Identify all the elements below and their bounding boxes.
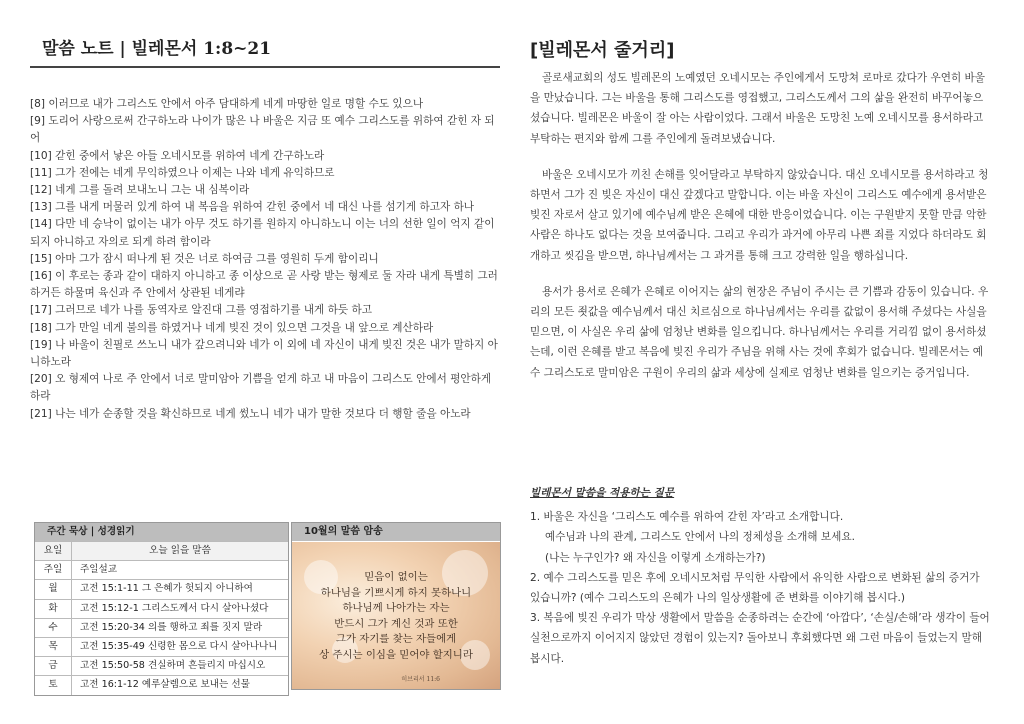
question-item: 2. 예수 그리스도를 믿은 후에 오네시모처럼 무익한 사람에서 유익한 사람으로 변화된 삶의 증거가 있습니까? (예수 그리스도의 은혜가 나의 일상생활에 준 변화를 이야기해 봅시다.): [530, 571, 980, 605]
table-row: [35, 637, 288, 656]
summary-paragraph: 바울은 오네시모가 끼친 손해를 잊어달라고 부탁하지 않았습니다. 대신 오네시모를 용서하라고 청하면서 그가 진 빚은 자신이 대신 갚겠다고 말합니다. 이는 바울 자신이 그리스도 예수에게 용서받은 빚진 자로서 살고 있기에 예수님께 받은 은혜에 대한 반응이었습니다. 이는 구원받지 못할 만큼 악한 사람은 하나도 없다는 것을 보여줍니다. 그리고 우리가 과거에 아무리 나쁜 죄를 지었다 하더라도 회개하고 씻김을 받으면, 하나님께서는 그 과거를 통해 크고 강력한 일을 행하십니다.: [530, 168, 989, 262]
application-questions: [530, 483, 990, 669]
summary-paragraph: 용서가 용서로 은혜가 은혜로 이어지는 삶의 현장은 주님이 주시는 큰 기쁨과 감동이 있습니다. 우리의 모든 죗값을 예수님께서 대신 치르심으로 하나님께서는 우리를 값없이 용서해 주셨다는 사실을 믿으면, 이 사실은 우리 삶에 엄청난 변화를 일으킵니다. 하나님께서는 우리를 거리낌 없이 용서하셨는데, 이런 은혜를 받고 복음에 빚진 우리가 주님을 위해 사는 것에 후회가 없습니다. 빌레몬서는 예수 그리스도로 말미암은 구원이 우리의 삶과 세상에 실제로 엄청난 변화를 일으키는 증거입니다.: [530, 285, 989, 379]
summary-title: [빌레몬서 줄거리]: [530, 40, 675, 61]
verse: [21] 나는 네가 순종할 것을 확신하므로 네게 썼노니 네가 내가 말한 것보다 더 행할 줄을 아노라: [30, 407, 471, 420]
memory-verse-background-image: [292, 542, 500, 689]
table-row: [35, 560, 288, 579]
day-cell: 수: [35, 619, 72, 637]
verse: [10] 갇힌 중에서 낳은 아들 오네시모를 위하여 네게 간구하노라: [30, 149, 325, 162]
questions-title: 빌레몬서 말씀을 적용하는 질문: [530, 487, 675, 499]
verse: [17] 그러므로 네가 나를 동역자로 알진대 그를 영접하기를 내게 하듯 하고: [30, 304, 372, 317]
day-cell: 금: [35, 657, 72, 675]
memory-verse-line: 하나님께 나아가는 자는: [342, 602, 450, 615]
memory-verse-reference: 히브리서 11:6: [401, 676, 440, 683]
memory-verse-line: 믿음이 없이는: [364, 571, 428, 583]
table-row: [35, 675, 288, 694]
left-column: [30, 30, 500, 420]
memory-verse-text: [292, 570, 500, 664]
question-item: 3. 복음에 빚진 우리가 막상 생활에서 말씀을 순종하려는 순간에 ‘아깝다’, ‘손실/손해’라 생각이 들어 실천으로까지 이어지지 않았던 경험이 있는지? 돌아보니 후회했다면 왜 그런 마음이 들었는지 말해봅시다.: [530, 612, 990, 665]
verse: [9] 도리어 사랑으로써 간구하노라 나이가 많은 나 바울은 지금 또 예수 그리스도를 위하여 갇힌 자 되어: [30, 115, 495, 145]
question-item: 1. 바울은 자신을 ‘그리스도 예수를 위하여 갇힌 자’라고 소개합니다.: [530, 511, 844, 524]
title-bar: [30, 30, 500, 68]
memory-verse-box: [291, 522, 501, 690]
column-header-reading: 오늘 읽을 말씀: [149, 545, 211, 556]
scripture-passage: [30, 96, 500, 423]
verse: [16] 이 후로는 종과 같이 대하지 아니하고 종 이상으로 곧 사랑 받는 형제로 둘 자라 내게 특별히 그러하거든 하물며 육신과 주 안에서 상관된 네게랴: [30, 270, 498, 300]
memory-verse-line: 상 주시는 이심을 믿어야 할지니라: [319, 648, 473, 661]
reading-cell: 고전 15:1-11 그 은혜가 헛되지 아니하여: [80, 583, 253, 595]
question-sub-item: (나는 누구인가? 왜 자신을 이렇게 소개하는가?): [545, 551, 766, 564]
page-title: 말씀 노트 | 빌레몬서 1:8~21: [42, 39, 272, 59]
day-cell: 목: [35, 638, 72, 656]
verse: [18] 그가 만일 네게 불의를 하였거나 네게 빚진 것이 있으면 그것을 내 앞으로 계산하라: [30, 321, 434, 334]
question-sub-item: 예수님과 나의 관계, 그리스도 안에서 나의 정체성을 소개해 보세요.: [545, 531, 855, 544]
summary-paragraph: 골로새교회의 성도 빌레몬의 노예였던 오네시모는 주인에게서 도망쳐 로마로 갔다가 우연히 바울을 만났습니다. 그는 바울을 통해 그리스도를 영접했고, 그리스도께서 그의 삶을 완전히 바꾸어놓으셨습니다. 빌레몬은 바울이 잘 아는 사람이었다. 그래서 바울은 도망친 노예 오네시모를 용서하라고 부탁하는 편지와 함께 그를 주인에게 돌려보냈습니다.: [530, 72, 986, 145]
summary-body: [530, 68, 990, 399]
memory-verse-line: 반드시 그가 계신 것과 또한: [334, 617, 458, 630]
reading-schedule-table: [34, 522, 289, 696]
table-row: [35, 579, 288, 598]
verse: [14] 다만 네 승낙이 없이는 내가 아무 것도 하기를 원하지 아니하노니 이는 너의 선한 일이 억지 같이 되지 아니하고 자의로 되게 하려 함이라: [30, 218, 495, 248]
column-header-day: 요일: [35, 542, 72, 560]
reading-cell: 고전 15:20-34 의를 행하고 죄를 짓지 말라: [80, 621, 263, 633]
reading-cell: 고전 15:50-58 견실하며 흔들리지 마십시오: [80, 660, 266, 672]
reading-cell: 고전 15:12-1 그리스도께서 다시 살아나셨다: [80, 602, 269, 614]
memory-verse-title: 10월의 말씀 암송: [292, 523, 500, 541]
reading-cell: 고전 15:35-49 신령한 몸으로 다시 살아나나니: [80, 640, 278, 652]
table-row: [35, 618, 288, 637]
day-cell: 주일: [35, 561, 72, 579]
reading-cell: 주일설교: [80, 564, 118, 576]
verse: [20] 오 형제여 나로 주 안에서 너로 말미암아 기쁨을 얻게 하고 내 마음이 그리스도 안에서 평안하게 하라: [30, 373, 492, 403]
table-header-row: [35, 541, 288, 560]
table-row: [35, 599, 288, 618]
memory-verse-line: 하나님을 기쁘시게 하지 못하나니: [320, 586, 472, 599]
verse: [15] 아마 그가 잠시 떠나게 된 것은 너로 하여금 그를 영원히 두게 함이리니: [30, 252, 379, 265]
schedule-title: 주간 묵상 | 성경읽기: [35, 523, 288, 541]
reading-cell: 고전 16:1-12 예루살렘으로 보내는 선물: [80, 679, 250, 691]
verse: [8] 이러므로 내가 그리스도 안에서 아주 담대하게 네게 마땅한 일로 명할 수도 있으나: [30, 98, 424, 110]
table-row: [35, 656, 288, 675]
day-cell: 화: [35, 600, 72, 618]
verse: [13] 그를 내게 머물러 있게 하여 내 복음을 위하여 갇힌 중에서 네 대신 나를 섬기게 하고자 하나: [30, 201, 475, 214]
verse: [12] 네게 그를 돌려 보내노니 그는 내 심복이라: [30, 184, 250, 197]
verse: [11] 그가 전에는 네게 무익하였으나 이제는 나와 네게 유익하므로: [30, 166, 335, 179]
day-cell: 토: [35, 676, 72, 694]
memory-verse-line: 그가 자기를 찾는 자들에게: [335, 633, 457, 646]
verse: [19] 나 바울이 친필로 쓰노니 내가 갚으려니와 네가 이 외에 네 자신이 내게 빚진 것은 내가 말하지 아니하노라: [30, 338, 498, 369]
day-cell: 월: [35, 580, 72, 598]
